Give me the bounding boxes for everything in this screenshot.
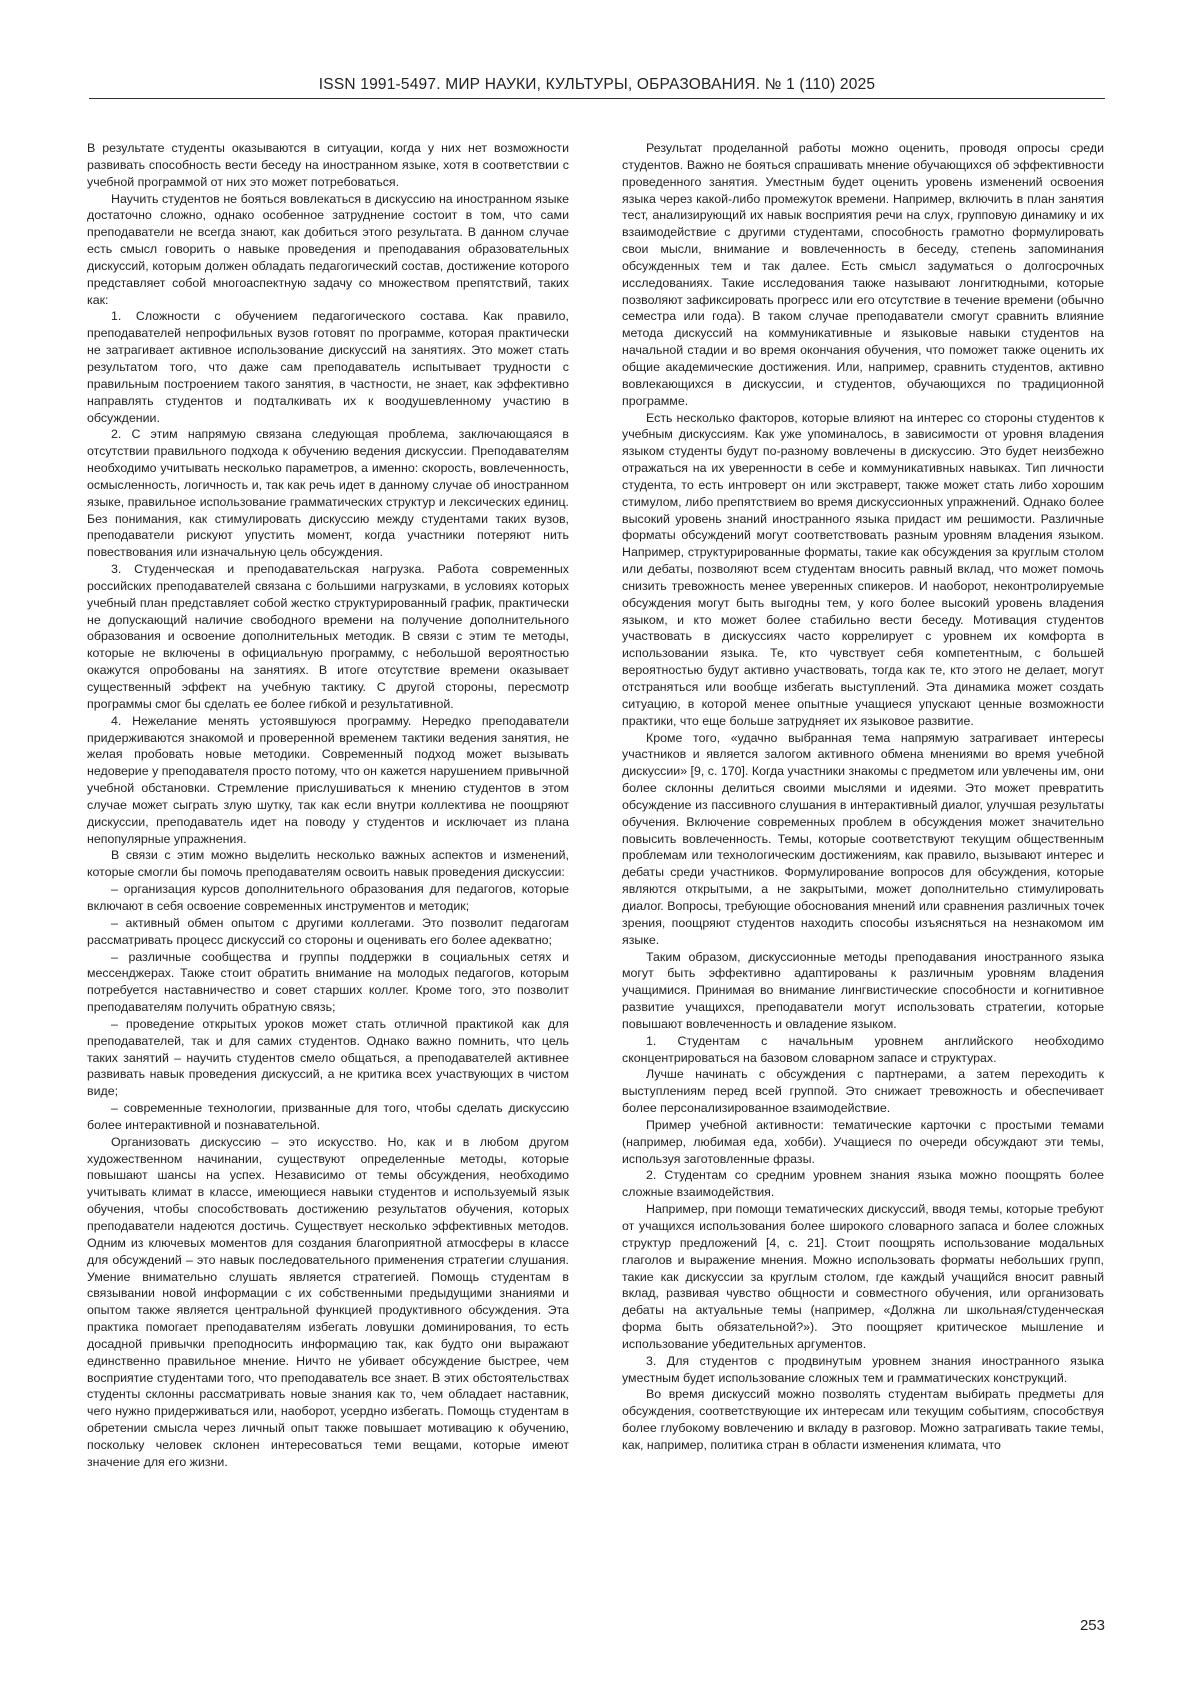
- paragraph: Пример учебной активности: тематические карточки с простыми темами (например, любимая еда, хобби). Учащиеся по очереди обсуждают эти темы, используя заготовленные фразы.: [622, 1117, 1104, 1166]
- paragraph: 3. Студенческая и преподавательская нагрузка. Работа современных российских преподавателей связана с большими нагрузками, в условиях которых учебный план представляет собой жестко структурированный график, практически не допускающий наличие свободного времени на получение дополнительного образования и освоение дополнительных методик. В связи с этим те методы, которые не включены в официальную программу, с небольшой вероятностью окажутся опробованы на занятиях. В итоге отсутствие времени оказывает существенный эффект на учебную тактику. С другой стороны, пересмотр программы смог бы сделать ее более гибкой и результативной.: [87, 562, 569, 711]
- paragraph: Таким образом, дискуссионные методы преподавания иностранного языка могут быть эффективно адаптированы к различным уровням владения учащимися. Принимая во внимание лингвистические способности и когнитивное развитие учащихся, преподаватели могут использовать стратегии, которые повышают вовлеченность и овладение языком.: [622, 949, 1104, 1031]
- paragraph: 1. Сложности с обучением педагогического состава. Как правило, преподавателей непрофильных вузов готовят по программе, которая практически не затрагивает активное использование дискуссий на занятиях. Это может стать результатом того, что даже сам преподаватель испытывает трудности с правильным построением такого занятия, в частности, не знает, как эффективно направлять студентов и подталкивать их к воодушевленному участию в обсуждении.: [87, 309, 569, 425]
- paragraph: Научить студентов не бояться вовлекаться в дискуссию на иностранном языке достаточно сложно, однако особенное затруднение состоит в том, что сами преподаватели не всегда знают, как добиться этого результата. В данном случае есть смысл говорить о навыке проведения и преподавания образовательных дискуссий, которым должен обладать педагогический состав, достижение которого представляет собой многоаспектную задачу со множеством препятствий, таких как:: [87, 191, 569, 307]
- list-item: – современные технологии, призванные для того, чтобы сделать дискуссию более интерактивной и познавательной.: [87, 1101, 569, 1132]
- paragraph: Результат проделанной работы можно оценить, проводя опросы среди студентов. Важно не бояться спрашивать мнение обучающихся об эффективности проведенного занятия. Уместным будет оценить уровень изменений освоения языка через какой-либо промежуток времени. Например, включить в план занятия тест, анализирующий их навык восприятия речи на слух, групповую динамику и их взаимодействие с другими студентами, способность грамотно формулировать свои мысли, внимание и вовлеченность в беседу, степень запоминания обсужденных тем и так далее. Есть смысл задуматься о долгосрочных исследованиях. Такие исследования также называют лонгитюдными, которые позволяют зафиксировать прогресс или его отсутствие в течение времени (обычно семестра или года). В таком случае преподаватели смогут сравнить влияние метода дискуссий на коммуникативные и языковые навыки студентов на начальной стадии и во время окончания обучения, что поможет также оценить их общие академические достижения. Или, например, сравнить студентов, активно вовлекающихся в дискуссии, и студентов, обучающихся по традиционной программе.: [622, 141, 1104, 408]
- list-item: – организация курсов дополнительного образования для педагогов, которые включают в себя освоение современных инструментов и методик;: [87, 882, 569, 913]
- page-number: 253: [1079, 1617, 1105, 1634]
- paragraph: 3. Для студентов с продвинутым уровнем знания иностранного языка уместным будет использование сложных тем и грамматических конструкций.: [622, 1353, 1104, 1385]
- paragraph: Есть несколько факторов, которые влияют на интерес со стороны студентов к учебным дискуссиям. Как уже упоминалось, в зависимости от уровня владения языком студенты будут по-разному вовлечены в дискуссию. Это будет неизбежно отражаться на их уверенности в себе и коммуникативных навыках. Тип личности студента, то есть интроверт он или экстраверт, также может стать либо хорошим стимулом, либо препятствием во время дискуссионных упражнений. Однако более высокий уровень знаний иностранного языка придаст им решимости. Различные форматы обсуждений могут соответствовать разным уровням владения языком. Например, структурированные форматы, такие как обсуждения за круглым столом или дебаты, позволяют всем студентам вносить равный вклад, что может помочь снизить тревожность менее уверенных спикеров. И наоборот, неконтролируемые обсуждения могут быть выгодны тем, у кого более высокий уровень владения языком, и кто может более стабильно вести беседу. Мотивация студентов участвовать в дискуссиях часто коррелирует с уровнем их комфорта в использовании языка. Те, кто чувствует себя компетентным, с большей вероятностью будут активно участвовать, тогда как те, кто этого не делает, могут отстраняться или вообще избегать выступлений. Эта динамика может создать ситуацию, в которой менее опытные учащиеся упускают ценные возможности практики, что еще больше затрудняет их языковое развитие.: [622, 410, 1104, 728]
- header-rule: [89, 98, 1105, 99]
- paragraph: 1. Студентам с начальным уровнем английского необходимо сконцентрироваться на базовом словарном запасе и структурах.: [622, 1033, 1104, 1065]
- paragraph: 2. Студентам со средним уровнем знания языка можно поощрять более сложные взаимодействия.: [622, 1168, 1104, 1200]
- left-column: [87, 140, 569, 1471]
- list-item: – различные сообщества и группы поддержки в социальных сетях и мессенджерах. Также стоит обратить внимание на молодых педагогов, которым потребуется наставничество и совет старших коллег. Кроме того, это позволит преподавателям получить обратную связь;: [87, 949, 569, 1015]
- paragraph: Кроме того, «удачно выбранная тема напрямую затрагивает интересы участников и является залогом активного обмена мнениями во время учебной дискуссии» [9, с. 170]. Когда участники знакомы с предметом или увлечены им, они более склонны делиться своими мыслями и идеями. Это может превратить обсуждение из пассивного слушания в интерактивный диалог, улучшая результаты обучения. Включение современных проблем в обсуждения может значительно повысить вовлеченность. Темы, которые соответствуют текущим общественным проблемам или технологическим достижениям, как правило, вызывают интерес и дебаты среди участников. Формулирование вопросов для обсуждения, которые являются открытыми, а не закрытыми, может дополнительно стимулировать диалог. Вопросы, требующие обоснования мнений или сравнения различных точек зрения, поощряют студентов находить способы изъясняться на незнакомом им языке.: [622, 730, 1104, 947]
- paragraph: Организовать дискуссию – это искусство. Но, как и в любом другом художественном начинании, существуют определенные методы, которые повышают шансы на успех. Независимо от темы обсуждения, необходимо учитывать климат в классе, имеющиеся навыки студентов и используемый язык обучения, чтобы способствовать достижению результатов обучения, которых преподаватели надеются достичь. Существует несколько эффективных методов. Одним из ключевых моментов для создания благоприятной атмосферы в классе для обсуждений – это навык последовательного применения стратегии слушания. Умение внимательно слушать является стратегией. Помощь студентам в связывании новой информации с их собственными предыдущими знаниями и опытом также является центральной функцией продуктивного обсуждения. Эта практика помогает преподавателям избегать ловушки доминирования, то есть досадной привычки преподносить информацию так, как будто они выражают единственно правильное мнение. Ничто не убивает обсуждение быстрее, чем восприятие студентами того, что преподаватель все знает. В этих обстоятельствах студенты склонны рассматривать новые знания как то, чем обладает наставник, чего нужно придерживаться или, наоборот, усердно избегать. Помощь студентам в обретении смысла через личный опыт также повышает мотивацию к обучению, поскольку человек склонен интересоваться теми вещами, которые имеют значение для его жизни.: [87, 1134, 569, 1469]
- paragraph: 2. С этим напрямую связана следующая проблема, заключающаяся в отсутствии правильного подхода к обучению ведения дискуссии. Преподавателям необходимо учитывать несколько параметров, а именно: скорость, вовлеченность, осмысленность, логичность и, так как речь идет в данному случае об иностранном языке, правильное использование грамматических структур и лексических единиц. Без понимания, как стимулировать дискуссию между студентами таких вузов, преподаватели рискуют упустить момент, когда участники потеряют нить повествования или изначальную цель обсуждения.: [87, 427, 569, 560]
- paragraph: Например, при помощи тематических дискуссий, вводя темы, которые требуют от учащихся использования более широкого словарного запаса и более сложных структур предложений [4, с. 21]. Стоит поощрять использование модальных глаголов и выражение мнения. Можно использовать форматы небольших групп, такие как дискуссии за круглым столом, где каждый учащийся вносит равный вклад, развивая чувство общности и совместного обучения, или организовать дебаты на актуальные темы (например, «Должна ли школьная/студенческая форма быть обязательной?»). Это поощряет критическое мышление и использование убедительных аргументов.: [622, 1202, 1104, 1351]
- list-item: – активный обмен опытом с другими коллегами. Это позволит педагогам рассматривать процесс дискуссий со стороны и оценивать его более адекватно;: [87, 915, 569, 947]
- paragraph: В результате студенты оказываются в ситуации, когда у них нет возможности развивать способность вести беседу на иностранном языке, хотя в соответствии с учебной программой от них это может потребоваться.: [87, 141, 569, 189]
- paragraph: 4. Нежелание менять устоявшуюся программу. Нередко преподаватели придерживаются знакомой и проверенной временем тактики ведения занятия, не желая пробовать новые методики. Современный подход может вызывать недоверие у преподавателя просто потому, что он кажется нарушением привычной учебной обстановки. Стремление прислушиваться к мнению студентов в этом случае может сыграть злую шутку, так как если внутри коллектива не поощряют дискуссии, преподаватель идет на поводу у студентов и исключает из плана непопулярные упражнения.: [87, 713, 569, 846]
- paragraph: Лучше начинать с обсуждения с партнерами, а затем переходить к выступлениям перед всей группой. Это снижает тревожность и обеспечивает более персонализированное взаимодействие.: [622, 1067, 1104, 1116]
- running-header: ISSN 1991-5497. МИР НАУКИ, КУЛЬТУРЫ, ОБРАЗОВАНИЯ. № 1 (110) 2025: [318, 76, 876, 93]
- list-item: – проведение открытых уроков может стать отличной практикой как для преподавателей, так и для самих студентов. Однако важно помнить, что цель таких занятий – научить студентов смело общаться, а преподавателей активнее развивать навык проведения дискуссий, а не критика всех участвующих в чистом виде;: [87, 1016, 569, 1099]
- paragraph: Во время дискуссий можно позволять студентам выбирать предметы для обсуждения, соответствующие их интересам или текущим событиям, способствуя более глубокому вовлечению и вкладу в разговор. Можно затрагивать такие темы, как, например, политика стран в области изменения климата, что: [622, 1387, 1104, 1452]
- paragraph: В связи с этим можно выделить несколько важных аспектов и изменений, которые смогли бы помочь преподавателям освоить навык проведения дискуссии:: [87, 848, 569, 880]
- right-column: [622, 140, 1104, 1454]
